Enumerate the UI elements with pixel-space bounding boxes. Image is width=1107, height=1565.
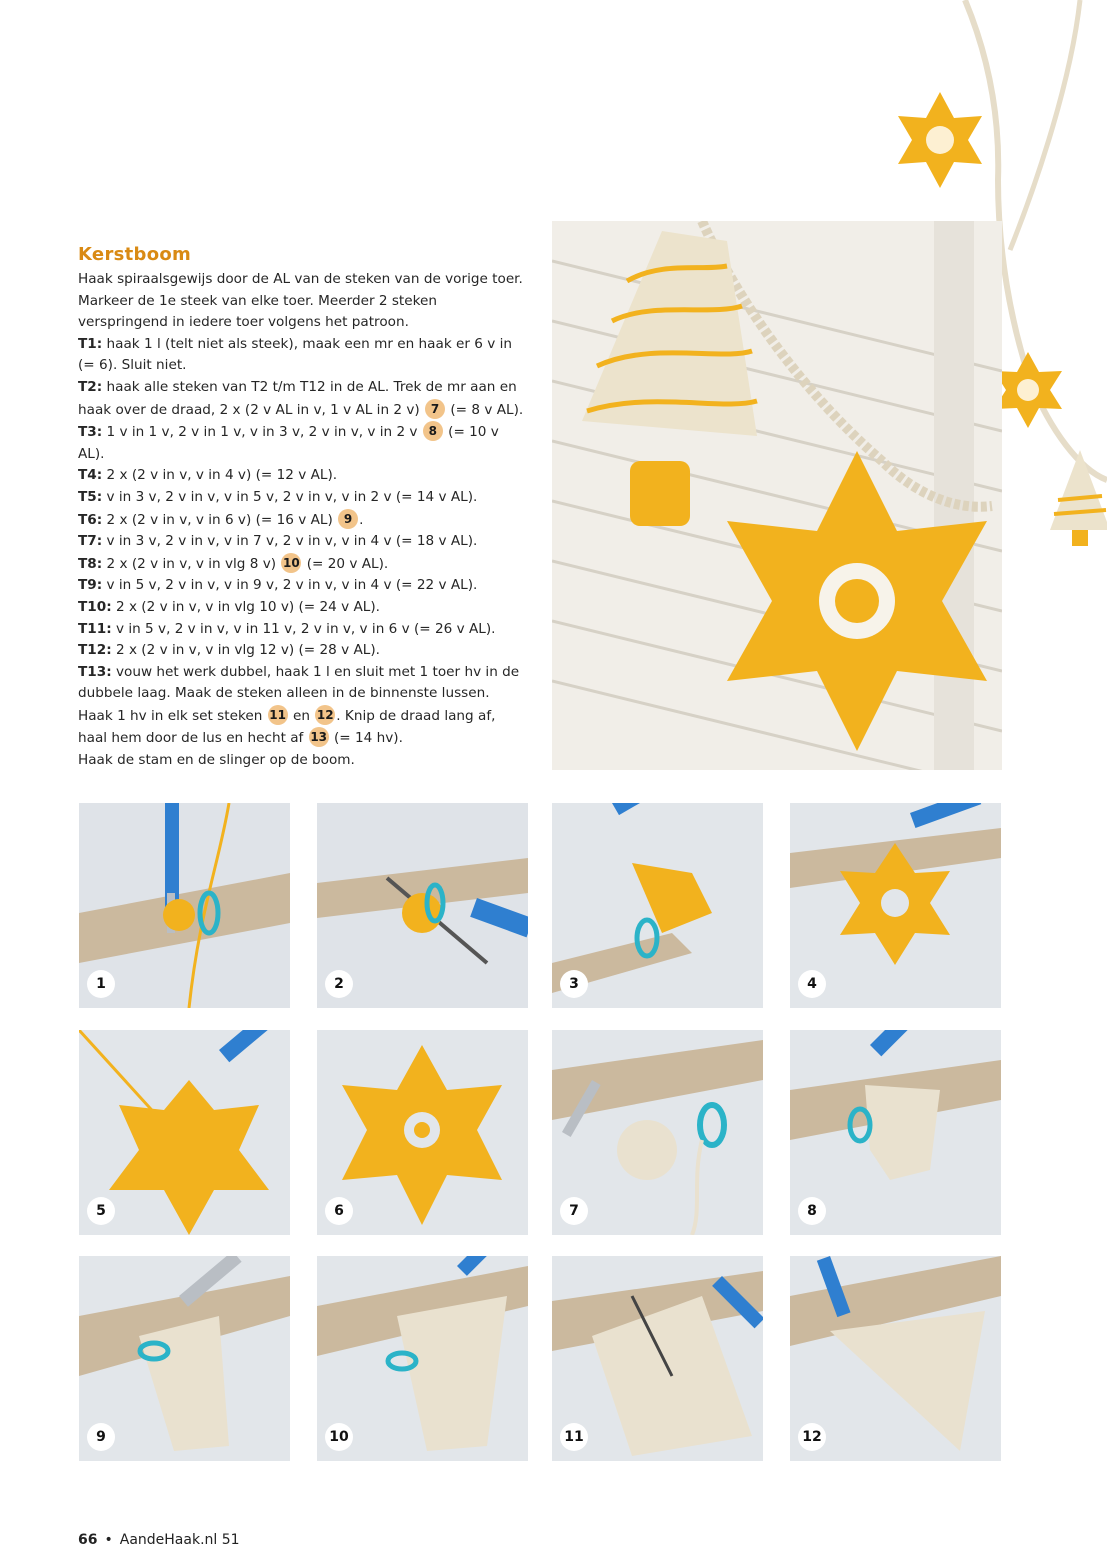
step-photo-8: [790, 1030, 1001, 1235]
step-number: 5: [87, 1197, 115, 1225]
step-number: 4: [798, 970, 826, 998]
step-badge: 7: [425, 399, 445, 419]
round-t13: T13: vouw het werk dubbel, haak 1 l en sluit met 1 toer hv in de dubbele laag. Maak de steken alleen in de binnenste lussen. Haak 1 hv in elk set steken 11 en 12 . Knip de draad lang af, haal hem door de lus en hecht af 13 (= 14 hv).: [78, 663, 520, 747]
step-photo-5: [79, 1030, 290, 1235]
round-t2: T2: haak alle steken van T2 t/m T12 in de AL. Trek de mr aan en haak over de draad, 2 x (2 v AL in v, 1 v AL in 2 v) 7 (= 8 v AL).: [78, 378, 524, 418]
step-photo-7: [552, 1030, 763, 1235]
step-photo-6: [317, 1030, 528, 1235]
step-number: 9: [87, 1423, 115, 1451]
step-number: 2: [325, 970, 353, 998]
round-t10: T10: 2 x (2 v in v, v in vlg 10 v) (= 24 v AL).: [78, 598, 380, 615]
round-t11: T11: v in 5 v, 2 v in v, v in 11 v, 2 v in v, v in 6 v (= 26 v AL).: [78, 620, 496, 637]
round-t4: T4: 2 x (2 v in v, v in 4 v) (= 12 v AL).: [78, 467, 338, 484]
tree-ornament-small: [1050, 450, 1107, 546]
step-photo-11: [552, 1256, 763, 1461]
round-t5: T5: v in 3 v, 2 v in v, v in 5 v, 2 v in v, v in 2 v (= 14 v AL).: [78, 488, 478, 505]
step-number: 11: [560, 1423, 588, 1451]
step-badge: 8: [423, 421, 443, 441]
pattern-instructions: [78, 269, 528, 772]
magazine-name: AandeHaak.nl 51: [119, 1532, 240, 1548]
step-number: 6: [325, 1197, 353, 1225]
step-photo-4: [790, 803, 1001, 1008]
step-number: 3: [560, 970, 588, 998]
round-t1: T1: haak 1 l (telt niet als steek), maak een mr en haak er 6 v in (= 6). Sluit niet.: [78, 335, 513, 374]
step-badge: 13: [309, 727, 329, 747]
step-badge: 12: [315, 705, 335, 725]
step-number: 1: [87, 970, 115, 998]
page-number: 66: [78, 1532, 98, 1548]
round-t12: T12: 2 x (2 v in v, v in vlg 12 v) (= 28 v AL).: [78, 642, 380, 659]
step-photo-1: [79, 803, 290, 1008]
step-photo-9: [79, 1256, 290, 1461]
step-badge: 10: [281, 553, 301, 573]
intro-paragraph: Haak spiraalsgewijs door de AL van de steken van de vorige toer. Markeer de 1e steek van elke toer. Meerder 2 steken verspringend in iedere toer volgens het patroon.: [78, 271, 523, 331]
footer-bullet: •: [104, 1532, 113, 1548]
section-heading: Kerstboom: [78, 244, 192, 265]
page-footer: [78, 1532, 240, 1548]
step-photo-12: [790, 1256, 1001, 1461]
hero-photo: [552, 221, 1002, 770]
step-number: 7: [560, 1197, 588, 1225]
step-badge: 11: [268, 705, 288, 725]
step-number: 10: [325, 1423, 353, 1451]
star-ornament-mid: [994, 352, 1062, 428]
star-ornament-top: [898, 92, 982, 188]
round-t8: T8: 2 x (2 v in v, v in vlg 8 v) 10 (= 20 v AL).: [78, 553, 528, 576]
round-t9: T9: v in 5 v, 2 v in v, v in 9 v, 2 v in v, v in 4 v (= 22 v AL).: [78, 577, 478, 594]
round-t3: T3: 1 v in 1 v, 2 v in 1 v, v in 3 v, 2 v in v, v in 2 v 8 (= 10 v AL).: [78, 421, 528, 465]
step-number: 12: [798, 1423, 826, 1451]
hero-illustration: [552, 221, 1002, 770]
step-photo-10: [317, 1256, 528, 1461]
step-photo-3: [552, 803, 763, 1008]
closing-line: Haak de stam en de slinger op de boom.: [78, 752, 355, 769]
round-t7: T7: v in 3 v, 2 v in v, v in 7 v, 2 v in v, v in 4 v (= 18 v AL).: [78, 533, 478, 550]
step-number: 8: [798, 1197, 826, 1225]
round-t6: T6: 2 x (2 v in v, v in 6 v) (= 16 v AL) 9 .: [78, 509, 528, 532]
step-photo-2: [317, 803, 528, 1008]
step-badge: 9: [338, 509, 358, 529]
